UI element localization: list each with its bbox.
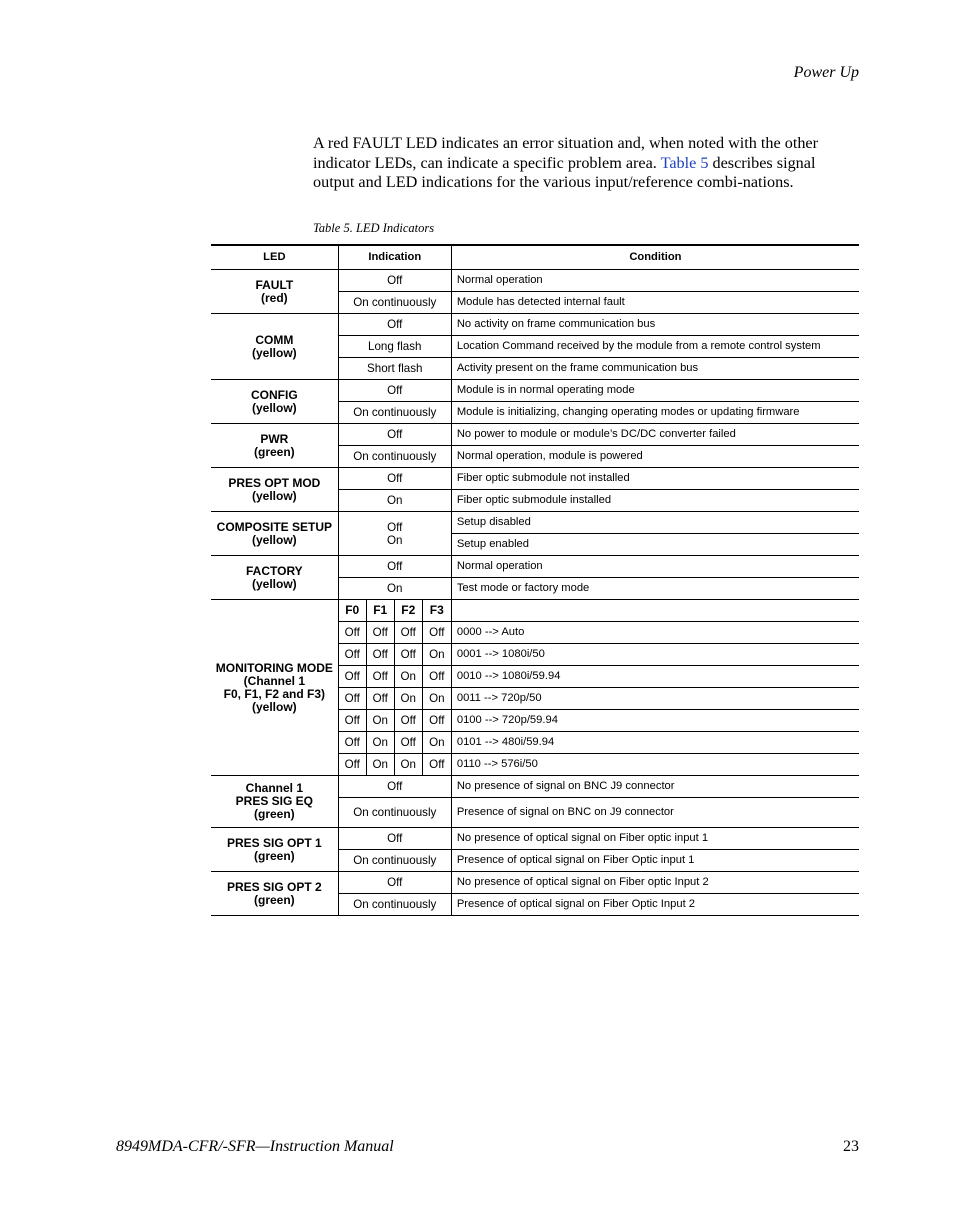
flag-cell: Off: [366, 622, 394, 644]
flag-cell: On: [366, 710, 394, 732]
condition-cell-empty: [451, 600, 859, 622]
led-name-pres-sig-opt-1: PRES SIG OPT 1 (green): [211, 828, 338, 872]
flag-cell: On: [422, 688, 451, 710]
flag-cell: On: [422, 644, 451, 666]
condition-cell: 0101 --> 480i/59.94: [451, 732, 859, 754]
condition-cell: No power to module or module’s DC/DC converter failed: [451, 424, 859, 446]
indication-cell: On continuously: [338, 292, 451, 314]
flag-header-f0: F0: [338, 600, 366, 622]
flag-cell: On: [366, 754, 394, 776]
table-row: [211, 556, 859, 578]
condition-cell: Module is in normal operating mode: [451, 380, 859, 402]
flag-cell: Off: [394, 644, 422, 666]
flag-header-f1: F1: [366, 600, 394, 622]
indication-cell: Off: [338, 380, 451, 402]
flag-cell: Off: [366, 644, 394, 666]
led-name-pwr: PWR (green): [211, 424, 338, 468]
condition-cell: Activity present on the frame communication bus: [451, 358, 859, 380]
led-name-factory: FACTORY (yellow): [211, 556, 338, 600]
flag-cell: Off: [338, 732, 366, 754]
indication-cell: On: [338, 578, 451, 600]
led-name-pres-sig-opt-2: PRES SIG OPT 2 (green): [211, 872, 338, 916]
condition-cell: No activity on frame communication bus: [451, 314, 859, 336]
table-5-link[interactable]: Table 5: [660, 153, 709, 172]
footer-manual-title: 8949MDA-CFR/-SFR—Instruction Manual: [116, 1138, 394, 1155]
condition-cell: 0001 --> 1080i/50: [451, 644, 859, 666]
condition-cell: Fiber optic submodule installed: [451, 490, 859, 512]
indication-cell: Off: [338, 468, 451, 490]
condition-cell: Setup disabled: [451, 512, 859, 534]
led-name-monitoring-mode: MONITORING MODE (Channel 1 F0, F1, F2 and F3) (yellow): [211, 600, 338, 776]
indication-cell: Off: [338, 556, 451, 578]
flag-cell: On: [394, 666, 422, 688]
table-header-row: [211, 245, 859, 270]
condition-cell: 0011 --> 720p/50: [451, 688, 859, 710]
indication-cell: On: [338, 490, 451, 512]
flag-cell: On: [394, 754, 422, 776]
flag-cell: Off: [422, 710, 451, 732]
flag-cell: Off: [338, 666, 366, 688]
table-row: [211, 600, 859, 622]
condition-cell: Location Command received by the module from a remote control system: [451, 336, 859, 358]
condition-cell: Normal operation: [451, 556, 859, 578]
condition-cell: Fiber optic submodule not installed: [451, 468, 859, 490]
condition-cell: 0110 --> 576i/50: [451, 754, 859, 776]
table-row: [211, 872, 859, 894]
indication-cell: On continuously: [338, 446, 451, 468]
flag-cell: Off: [394, 622, 422, 644]
header-indication: Indication: [338, 245, 451, 270]
led-name-composite-setup: COMPOSITE SETUP (yellow): [211, 512, 338, 556]
condition-cell: 0010 --> 1080i/59.94: [451, 666, 859, 688]
header-condition: Condition: [451, 245, 859, 270]
flag-cell: On: [366, 732, 394, 754]
table-caption: Table 5. LED Indicators: [313, 221, 435, 235]
table-row: [211, 512, 859, 534]
condition-cell: Normal operation, module is powered: [451, 446, 859, 468]
condition-cell: Test mode or factory mode: [451, 578, 859, 600]
indication-cell: Off: [338, 872, 451, 894]
condition-cell: No presence of optical signal on Fiber optic input 1: [451, 828, 859, 850]
intro-text-after: describes signal output and LED indications for the various input/reference combi-nations.: [313, 153, 816, 192]
led-name-config: CONFIG (yellow): [211, 380, 338, 424]
indication-cell: Off: [338, 776, 451, 798]
table-row: [211, 270, 859, 292]
intro-paragraph: [313, 134, 859, 193]
flag-cell: On: [422, 732, 451, 754]
flag-cell: On: [394, 688, 422, 710]
flag-header-f2: F2: [394, 600, 422, 622]
led-indicators-table: [211, 244, 859, 916]
flag-cell: Off: [338, 644, 366, 666]
indication-cell: On continuously: [338, 850, 451, 872]
indication-cell: Off: [338, 424, 451, 446]
condition-cell: No presence of signal on BNC J9 connector: [451, 776, 859, 798]
indication-cell: Off: [338, 828, 451, 850]
indication-cell: Long flash: [338, 336, 451, 358]
condition-cell: Presence of signal on BNC on J9 connector: [451, 798, 859, 828]
flag-cell: Off: [338, 754, 366, 776]
flag-cell: Off: [422, 754, 451, 776]
header-led: LED: [211, 245, 338, 270]
led-name-comm: COMM (yellow): [211, 314, 338, 380]
indication-cell: On continuously: [338, 894, 451, 916]
indication-cell: Off On: [338, 512, 451, 556]
page-number: 23: [843, 1138, 859, 1155]
condition-cell: No presence of optical signal on Fiber optic Input 2: [451, 872, 859, 894]
led-name-pres-sig-eq: Channel 1 PRES SIG EQ (green): [211, 776, 338, 828]
condition-cell: Normal operation: [451, 270, 859, 292]
indication-cell: Off: [338, 270, 451, 292]
condition-cell: Presence of optical signal on Fiber Optic input 1: [451, 850, 859, 872]
flag-cell: Off: [422, 622, 451, 644]
table-row: [211, 380, 859, 402]
flag-header-f3: F3: [422, 600, 451, 622]
led-name-pres-opt-mod: PRES OPT MOD (yellow): [211, 468, 338, 512]
flag-cell: Off: [338, 622, 366, 644]
table-row: [211, 828, 859, 850]
table-row: [211, 776, 859, 798]
indication-cell: Short flash: [338, 358, 451, 380]
flag-cell: Off: [394, 732, 422, 754]
intro-text-before: A red FAULT LED indicates an error situation and, when noted with the other indicator LEDs, can indicate a specific problem area.: [313, 134, 818, 172]
led-name-fault: FAULT (red): [211, 270, 338, 314]
condition-cell: Setup enabled: [451, 534, 859, 556]
condition-cell: 0000 --> Auto: [451, 622, 859, 644]
flag-cell: Off: [338, 710, 366, 732]
table-row: [211, 468, 859, 490]
running-header: Power Up: [793, 64, 859, 81]
indication-cell: On continuously: [338, 402, 451, 424]
table-row: [211, 314, 859, 336]
indication-cell: On continuously: [338, 798, 451, 828]
flag-cell: Off: [338, 688, 366, 710]
condition-cell: 0100 --> 720p/59.94: [451, 710, 859, 732]
indication-cell: Off: [338, 314, 451, 336]
flag-cell: Off: [422, 666, 451, 688]
flag-cell: Off: [366, 688, 394, 710]
condition-cell: Module is initializing, changing operating modes or updating firmware: [451, 402, 859, 424]
condition-cell: Presence of optical signal on Fiber Optic Input 2: [451, 894, 859, 916]
condition-cell: Module has detected internal fault: [451, 292, 859, 314]
flag-cell: Off: [366, 666, 394, 688]
table-row: [211, 424, 859, 446]
flag-cell: Off: [394, 710, 422, 732]
